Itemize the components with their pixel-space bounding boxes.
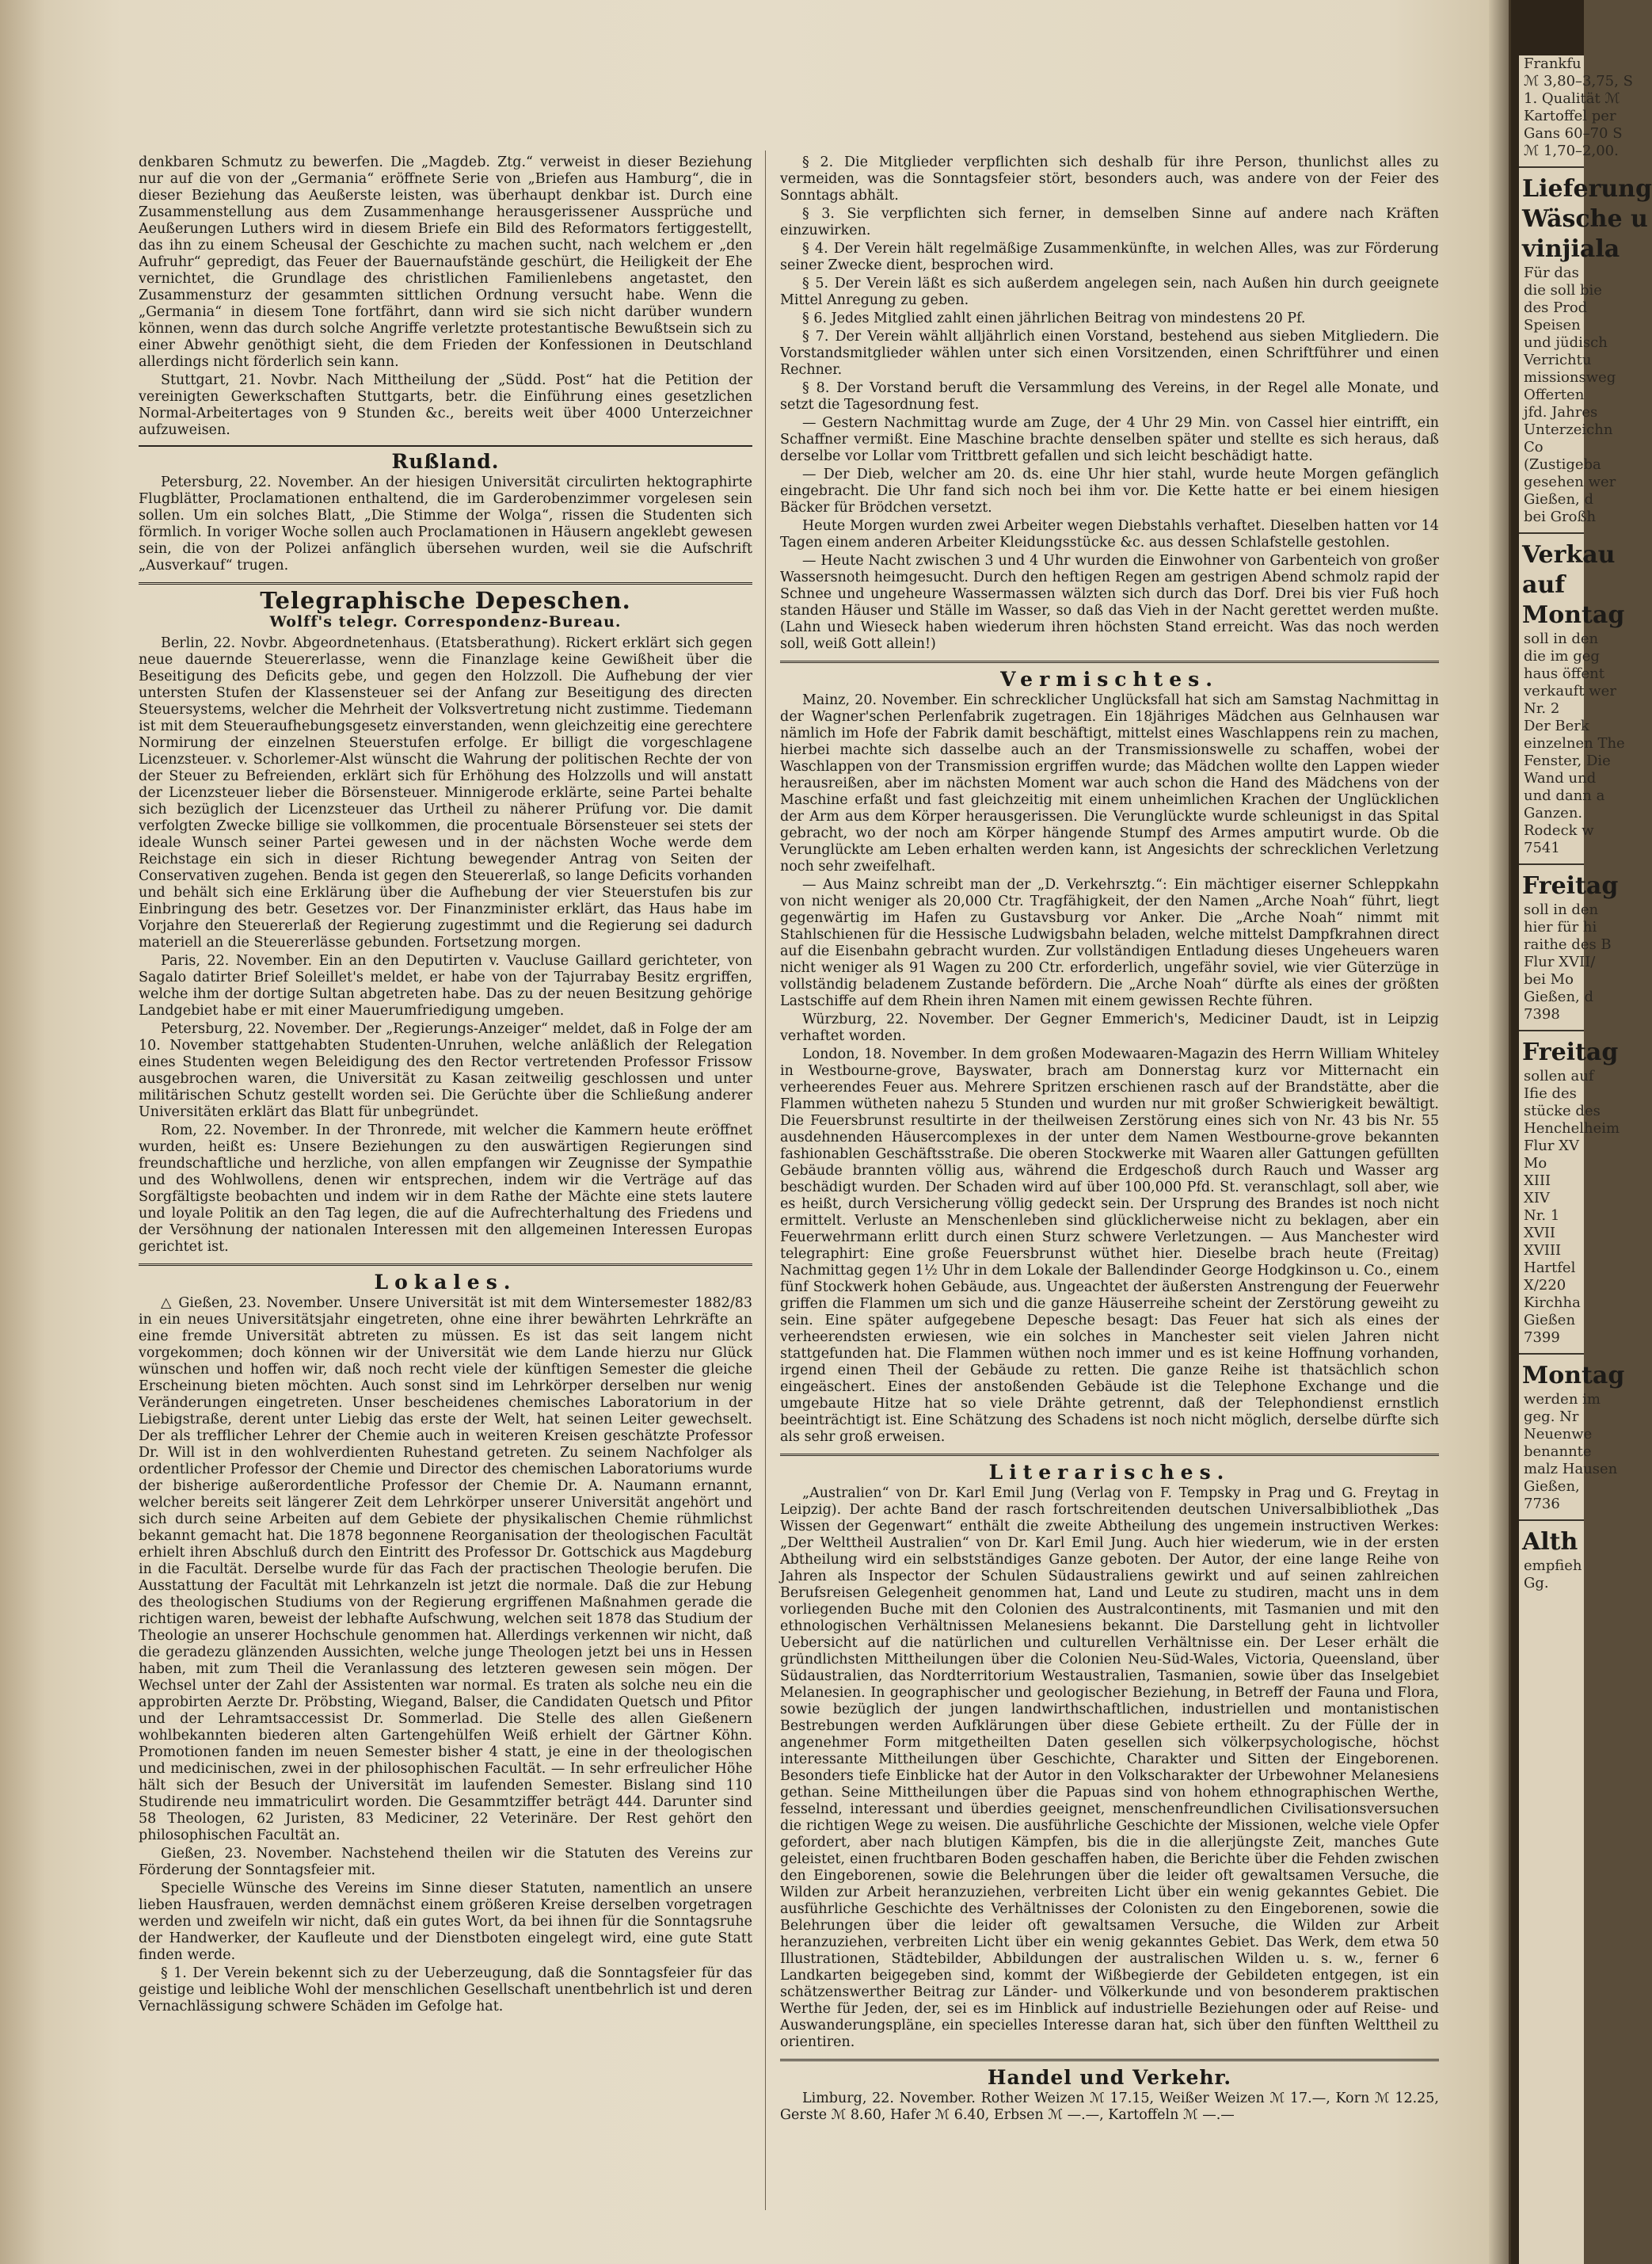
article-petersburg-flugblaetter: Petersburg, 22. November. An der hiesigen Universität circulirten hektographirte Flugblätter, Proclamationen enthaltend, die im Garderobenzimmer vorgelesen sein sollen. Um ein solches Blatt, „Die Stimme der Wolga“, rissen die Studenten sich förmlich. In voriger Woche sollen auch Proclamationen in Häusern angeklebt gewesen sein, die von der Polizei anfänglich übersehen wurden, weil sie die Aufschrift „Ausverkauf“ trugen.	[139, 475, 752, 574]
article-mainz-unglueck: Mainz, 20. November. Ein schrecklicher Unglücksfall hat sich am Samstag Nachmittag in der Wagner'schen Perlenfabrik zugetragen. Ein 18jähriges Mädchen aus Gelnhausen war nämlich im Hofe der Fabrik damit beschäftigt, mittelst eines Waschlappens rein zu machen, hierbei machte sich dasselbe auch an der Transmissionswelle zu schaffen, wobei der Waschlappen von der Transmission ergriffen wurde; das Mädchen wollte den Lappen wieder herausreißen, aber im nächsten Moment war auch schon die Hand des Mädchens von der Maschine erfaßt und fast gleichzeitig mit einem unheimlichen Krachen der Unglücklichen der Arm aus dem Körper herausgerissen. Die Verunglückte wurde schleunigst in das Spital gebracht, wo der noch am Körper hängende Stumpf des Armes amputirt wurde. Ob die Verunglückte am Leben erhalten werden kann, ist Angesichts der schrecklichen Verletzung noch sehr zweifelhaft.	[780, 692, 1439, 875]
section-heading-russland: Rußland.	[391, 450, 500, 473]
adjacent-page-line: Speisen	[1524, 317, 1581, 334]
market-report-limburg: Limburg, 22. November. Rother Weizen ℳ 17.15, Weißer Weizen ℳ 17.—, Korn ℳ 12.25, Gerste ℳ 8.60, Hafer ℳ 6.40, Erbsen ℳ —.—, Kartoffeln ℳ —.—	[780, 2091, 1439, 2123]
article-mainz-arche-noah: — Aus Mainz schreibt man der „D. Verkehrsztg.“: Ein mächtiger eiserner Schleppkahn von nicht weniger als 20,000 Ctr. Tragfähigkeit, der den Namen „Arche Noah“ führt, liegt gegenwärtig im Hafen zu Gustavsburg vor Anker. Die „Arche Noah“ nimmt mit Stahlschienen für die Hessische Ludwigsbahn beladen, welche mittelst Dampfkrahnen direct auf die Eisenbahn gebracht wurden. Zur vollständigen Entladung dieses Ungeheuers waren nicht weniger als 91 Wagen zu 200 Ctr. erforderlich, ungefähr soviel, wie vier Güterzüge in vollständig beladenem Zustande befördern. Die „Arche Noah“ dürfte als eines der größten Lastschiffe auf dem Rhein ihren Namen mit einem gewissen Rechte führen.	[780, 877, 1439, 1009]
adjacent-page-line: Wand und	[1524, 770, 1597, 787]
adjacent-page-line: und dann a	[1524, 787, 1605, 804]
adjacent-page-line: Frankfu	[1524, 55, 1582, 72]
adjacent-page-lines-2	[1519, 631, 1625, 857]
page-edge-shadow	[1489, 0, 1511, 2264]
local-news-garbenteich: — Heute Nacht zwischen 3 und 4 Uhr wurden die Einwohner von Garbenteich von großer Wassersnoth heimgesucht. Durch den heftigen Regen am gestrigen Abend schmolz rapid der Schnee und ungeheure Wassermassen wälzten sich durch das Dorf. Drei bis vier Fuß hoch standen Häuser und Ställe im Wasser, so daß das Vieh in der Nacht gerettet werden mußte. (Lahn und Wieseck haben wiederum ihren höchsten Stand erreicht. Was das noch werden soll, weiß Gott allein!)	[780, 553, 1439, 652]
article-giessen-sonntagsfeier-wuensche: Specielle Wünsche des Vereins im Sinne dieser Statuten, namentlich an unsere lieben Hausfrauen, werden demnächst einem größeren Kreise derselben vorgetragen werden und zweifeln wir nicht, daß ein gutes Wort, da bei ihnen für die Sonntagsruhe der Handwerker, der Kaufleute und der Dienstboten eingelegt wird, eine gute Statt finden werde.	[139, 1881, 752, 1963]
adjacent-page-fragment	[1519, 55, 1652, 2264]
adjacent-page-line: Gg.	[1524, 1575, 1549, 1591]
adjacent-page-line: Gießen, d	[1524, 989, 1594, 1005]
adjacent-page-line: Flur XVII/	[1524, 954, 1596, 970]
adjacent-page-heading-lieferung: Lieferung	[1522, 175, 1652, 203]
statute-paragraph-7: § 7. Der Verein wählt alljährlich einen Vorstand, bestehend aus sieben Mitgliedern. Die Vorstandsmitglieder wählen unter sich einen Vorsitzenden, einen Schriftführer und einen Rechner.	[780, 329, 1439, 378]
section-heading-literarisches: Literarisches.	[988, 1461, 1231, 1484]
article-london-feuer: London, 18. November. In dem großen Modewaaren-Magazin des Herrn William Whiteley in Westbourne-grove, Bayswater, brach am Donnerstag kurz vor Mitternacht ein verheerendes Feuer aus. Mehrere Spritzen erschienen rasch auf der Brandstätte, aber die Flammen wütheten nahezu 5 Stunden und wurden nur mit großer Schwierigkeit bewältigt. Die Feuersbrunst resultirte in der theilweisen Zerstörung eines sich von Nr. 43 bis Nr. 55 ausdehnenden Häusercomplexes in der unter dem Namen Westbourne-grove bekannten fashionablen Geschäftsstraße. Die oberen Stockwerke mit Waaren aller Gattungen gefüllten Gebäude brannten völlig aus, während die Erdgeschoß durch Rauch und Wasser arg beschädigt wurden. Der Schaden wird auf über 100,000 Pfd. St. veranschlagt, soll aber, wie es heißt, durch Versicherung völlig gedeckt sein. Der Ursprung des Brandes ist noch nicht ermittelt. Verluste an Menschenleben sind glücklicherweise nicht zu beklagen, aber ein Feuerwehrmann erlitt durch einen Sturz schwere Verletzungen. — Aus Manchester wird telegraphirt: Eine große Feuersbrunst wüthet hier. Dieselbe brach heute (Freitag) Nachmittag gegen 1½ Uhr in dem Lokale der Ballendinder George Hodgkinson u. Co., einem fünf Stockwerk hohen Gebäude, aus. Ungeachtet der äußersten Anstrengung der Feuerwehr griffen die Flammen um sich und die ganze Häuserreihe scheint der Zerstörung geweiht zu sein. Eine später aufgegebene Depesche besagt: Das Feuer hat sich als eines der verheerendsten erwiesen, wie ein solches in Manchester seit vielen Jahren nicht stattgefunden hat. Die Flammen wüthen noch immer und es ist keine Hoffnung vorhanden, irgend einen Theil der Gebäude zu retten. Die ganze Reihe ist thatsächlich schon eingeäschert. Eines der anstoßenden Gebäude ist die Telephone Exchange und die umgebaute Hitze hat so viele Drähte getrennt, daß der Telephondienst ernstlich beeinträchtigt ist. Eine Schätzung des Schadens ist noch nicht möglich, derselbe dürfte sich als sehr groß erweisen.	[780, 1046, 1439, 1445]
adjacent-page-line: Gießen	[1524, 1312, 1576, 1328]
adjacent-page-subheading-vinjiala: vinjiala	[1522, 235, 1620, 263]
adjacent-page-line: Nr. 2	[1524, 700, 1560, 717]
adjacent-page-line: Rodeck w	[1524, 822, 1594, 839]
dispatch-rom: Rom, 22. November. In der Thronrede, mit welcher die Kammern heute eröffnet wurden, heißt es: Unsere Beziehungen zu den auswärtigen Regierungen sind freundschaftliche und herzliche, von allen empfangen wir Zeugnisse der Sympathie und des Wohlwollens, denen wir entsprechen, indem wir die Verträge auf das Sorgfältigste beobachten und indem wir in dem Rathe der Mächte eine stets lautere und loyale Politik an den Tag legen, die auf die Aufrechterhaltung des Friedens und der Versöhnung der nationalen Interessen mit den allgemeinen Interessen Europas gerichtet ist.	[139, 1122, 752, 1255]
local-news-arbeiter: Heute Morgen wurden zwei Arbeiter wegen Diebstahls verhaftet. Dieselben hatten vor 14 Tagen einem anderen Arbeiter Kleidungsstücke &c. aus dessen Schlafstelle gestohlen.	[780, 518, 1439, 551]
adjacent-page-line: Ganzen.	[1524, 805, 1583, 821]
adjacent-page-line: Für das	[1524, 265, 1579, 281]
adjacent-page-line: Fenster, Die	[1524, 753, 1611, 769]
adjacent-page-line: 7399	[1524, 1329, 1560, 1346]
adjacent-page-line: und jüdisch	[1524, 334, 1608, 351]
adjacent-page-line: (Zustigeba	[1524, 456, 1601, 473]
adjacent-page-line: Der Berk	[1524, 718, 1589, 734]
adjacent-page-line: Flur XV	[1524, 1138, 1579, 1154]
adjacent-page-line: Henchelheim	[1524, 1120, 1620, 1137]
adjacent-page-line: hier für hi	[1524, 919, 1597, 936]
article-germania-luther: denkbaren Schmutz zu bewerfen. Die „Magdeb. Ztg.“ verweist in dieser Beziehung nur auf die von der „Germania“ eröffnete Serie von „Briefen aus Hamburg“, die in dieser Beziehung das Aeußerste leisten, was überhaupt denkbar ist. Durch eine Zusammenstellung aus dem Zusammenhange herausgerissener Aussprüche und Aeußerungen Luthers wird in diesem Briefe ein Bild des Reformators fertiggestellt, das ihn zu einem Scheusal der Geschichte zu machen sucht, nach welchem er „den Aufruhr“ gepredigt, das Feuer der Bauernaufstände geschürt, die Heiligkeit der Ehe vernichtet, die Grundlage des christlichen Familienlebens angetastet, den Zusammensturz der gesammten sittlichen Ordnung versucht habe. Wenn die „Germania“ in diesem Tone fortfährt, dann wird sie sich nicht darüber wundern können, wenn das durch solche Angriffe verletzte protestantische Bewußtsein sich zu einer Abwehr genöthigt sieht, die dem Frieden der Konfessionen in Deutschland allerdings nicht förderlich sein kann.	[139, 154, 752, 370]
adjacent-page-line: Kartoffel per	[1524, 108, 1616, 124]
adjacent-page-heading-montag-2: Montag	[1522, 1362, 1625, 1389]
statute-paragraph-4: § 4. Der Verein hält regelmäßige Zusammenkünfte, in welchen Alles, was zur Förderung seiner Zwecke dient, besprochen wird.	[780, 241, 1439, 273]
adjacent-page-line: benannte	[1524, 1443, 1592, 1460]
adjacent-page-line: sollen auf	[1524, 1068, 1594, 1084]
adjacent-page-line: raithe des B	[1524, 936, 1612, 953]
article-wuerzburg: Würzburg, 22. November. Der Gegner Emmerich's, Mediciner Daudt, ist in Leipzig verhaftet worden.	[780, 1012, 1439, 1044]
statute-paragraph-5: § 5. Der Verein läßt es sich außerdem angelegen sein, nach Außen hin durch geeignete Mittel Anregung zu geben.	[780, 276, 1439, 308]
adjacent-page-heading-verkauf: Verkau	[1522, 541, 1616, 569]
section-heading-lokales: Lokales.	[374, 1271, 517, 1294]
adjacent-page-subheading-auf: auf	[1522, 571, 1566, 599]
dispatch-berlin: Berlin, 22. Novbr. Abgeordnetenhaus. (Etatsberathung). Rickert erklärt sich gegen neue dauernde Steuererlasse, wenn die Finanzlage keine Gewißheit über die Beseitigung des Deficits gebe, und gegen den Holzzoll. Die Aufhebung der vier untersten Stufen der Klassensteuer sei der Anfang zur Beseitigung des directen Steuersystems, welcher die Mehrheit der Volksvertretung nicht zustimme. Tiedemann ist mit dem Steueraufhebungsgesetz einverstanden, wenn gleichzeitig eine gerechtere Normirung der einzelnen Steuerstufen erfolge. Er billigt die vorgeschlagene Licenzsteuer. v. Schorlemer-Alst wünscht die Wahrung der politischen Rechte der von der Steuer zu Befreienden, erklärt sich für Erhöhung des Holzzolls und will anstatt der Licenzsteuer lieber die Börsensteuer. Minnigerode erklärte, seine Partei behalte sich bezüglich der Licenzsteuer das Urtheil zu näherer Prüfung vor. Die damit verfolgten Zwecke billige sie vollkommen, die procentuale Börsensteuer sei stets der ideale Wunsch seiner Partei gewesen und in der nächsten Woche werde dem Reichstage ein sich in dieser Richtung bewegender Antrag von Seiten der Conservativen zugehen. Benda ist gegen den Steuererlaß, so lange Deficits vorhanden und behält sich eine Erklärung über die Aufhebung der vier Steuerstufen bis zur Einbringung des betr. Gesetzes vor. Der Finanzminister erklärt, das Haus habe im Vorjahre den Steuererlaß der Regierung zugestimmt und die Regierung sei dadurch materiell an die Steuererlässe gebunden. Fortsetzung morgen.	[139, 635, 752, 951]
article-giessen-universitaet: △ Gießen, 23. November. Unsere Universität ist mit dem Wintersemester 1882/83 in ein neues Universitätsjahr eingetreten, ohne eine ihrer bewährten Lehrkräfte an eine fremde Universität abtreten zu müssen. Es ist das seit langem nicht vorgekommen; doch können wir der Universität wie dem Lande hierzu nur Glück wünschen und hoffen wir, daß noch recht viele der künftigen Semester die gleiche Erscheinung bieten möchten. Auch sonst sind im Lehrkörper derselben nur wenig Veränderungen eingetreten. Unser bescheidenes chemisches Laboratorium in der Liebigstraße, derent unter Liebig das erste der Welt, hat seinen Leiter gewechselt. Der als trefflicher Lehrer der Chemie auch in weiteren Kreisen geschätzte Professor Dr. Will ist in den wohlverdienten Ruhestand getreten. Zu seinem Nachfolger als ordentlicher Professor der Chemie und Director des chemischen Laboratoriums wurde der bisherige außerordentliche Professor der Chemie Dr. A. Naumann ernannt, welcher bereits seit längerer Zeit dem Lehrkörper unserer Universität angehört und sich durch seine Arbeiten auf dem Gebiete der physikalischen Chemie rühmlichst bekannt gemacht hat. Die 1878 begonnene Reorganisation der theologischen Facultät erhielt ihren Abschluß durch den Eintritt des Professor Dr. Gottschick aus Magdeburg in die Facultät. Derselbe wurde für das Fach der practischen Theologie berufen. Die Ausstattung der Facultät mit Lehrkanzeln ist jetzt die normale. Daß die zur Hebung des theologischen Studiums von der Regierung ergriffenen Maßnahmen gerade die richtigen waren, beweist der lebhafte Aufschwung, welchen seit 1878 das Studium der Theologie an unserer Hochschule genommen hat. Allerdings verkennen wir nicht, daß die geradezu glänzenden Aussichten, welche junge Theologen jetzt bei uns in Hessen haben, mit zum Theil die Veranlassung des letzteren gewesen sein mögen. Der Wechsel unter der Zahl der Assistenten war normal. Es traten als solche neu ein die approbirten Aerzte Dr. Pröbsting, Wiegand, Balser, die Candidaten Quetsch und Pfitor und der Lehramtsaccessist Dr. Sommerlad. Die Stelle des allen Gießenern wohlbekannten biederen alten Gartengehülfen Weiß erhielt der Gärtner Köhn. Promotionen fanden im neuen Semester bisher 4 statt, je eine in der theologischen und medicinischen, zwei in der philosophischen Facultät. — In sehr erfreulicher Höhe hält sich der Besuch der Universität im laufenden Semester. Bislang sind 110 Studirende neu immatriculirt worden. Die Gesammtziffer beträgt 444. Darunter sind 58 Theologen, 62 Juristen, 83 Mediciner, 22 Veterinäre. Der Rest gehört den philosophischen Facultät an.	[139, 1295, 752, 1843]
adjacent-page-line: soll in den	[1524, 631, 1599, 647]
statute-paragraph-2: § 2. Die Mitglieder verpflichten sich deshalb für ihre Person, thunlichst alles zu vermeiden, was die Sonntagsfeier stört, besonders auch, was andere von der Feier des Sonntags abhält.	[780, 154, 1439, 204]
dispatch-petersburg: Petersburg, 22. November. Der „Regierungs-Anzeiger“ meldet, daß in Folge der am 10. November stattgehabten Studenten-Unruhen, welche anläßlich der Relegation eines Studenten wegen Beleidigung des den Rector vertretenden Professor Frissow ausgebrochen waren, die Universität zu Kasan zeitweilig geschlossen und unter militärischen Schutz gestellt worden sei. Die Gerüchte über die Schließung anderer Universitäten erklärt das Blatt für unbegründet.	[139, 1021, 752, 1120]
adjacent-page-heading-montag: Montag	[1522, 601, 1625, 629]
adjacent-page-line: ℳ 1,70–2,00.	[1524, 143, 1619, 159]
local-news-schaffner: — Gestern Nachmittag wurde am Zuge, der 4 Uhr 29 Min. von Cassel hier eintrifft, ein Schaffner vermißt. Eine Maschine brachte denselben später und stellte es sich heraus, daß derselbe vor Lollar vom Trittbrett gefallen und sich leicht beschädigt hatte.	[780, 415, 1439, 464]
adjacent-page-line: Unterzeichn	[1524, 421, 1613, 438]
adjacent-page-line: Gießen, d	[1524, 491, 1594, 508]
right-column	[780, 154, 1439, 2125]
section-heading-vermischtes: Vermischtes.	[1000, 668, 1219, 691]
adjacent-page-line: XIV	[1524, 1190, 1550, 1206]
adjacent-page-lines-3	[1519, 901, 1612, 1023]
left-column	[139, 154, 752, 2017]
adjacent-page-line: Kirchha	[1524, 1294, 1581, 1311]
statute-paragraph-8: § 8. Der Vorstand beruft die Versammlung des Vereins, in der Regel alle Monate, und setzt die Tagesordnung fest.	[780, 380, 1439, 413]
section-subheading-wolff-bureau: Wolff's telegr. Correspondenz-Bureau.	[269, 613, 622, 631]
adjacent-page-lines-4	[1519, 1068, 1620, 1347]
adjacent-page-line: geg. Nr	[1524, 1408, 1579, 1425]
adjacent-page-line: missionsweg	[1524, 369, 1616, 386]
adjacent-page-line: Verrichtu	[1524, 352, 1592, 368]
adjacent-page-line: des Prod	[1524, 299, 1588, 316]
adjacent-page-line: Ifie des	[1524, 1085, 1577, 1102]
adjacent-page-line: X/220	[1524, 1277, 1566, 1294]
adjacent-page-line: Hartfel	[1524, 1260, 1576, 1276]
adjacent-page-line: malz Hausen	[1524, 1461, 1618, 1477]
adjacent-page-line: 7398	[1524, 1006, 1560, 1023]
adjacent-page-subheading-waesche: Wäsche u	[1522, 205, 1648, 233]
adjacent-page-line: ℳ 3,80–3,75, S	[1524, 73, 1633, 90]
adjacent-page-line: werden im	[1524, 1391, 1601, 1408]
statute-paragraph-6: § 6. Jedes Mitglied zahlt einen jährlichen Beitrag von mindestens 20 Pf.	[802, 311, 1306, 326]
adjacent-page-line: Gießen,	[1524, 1478, 1580, 1495]
article-stuttgart: Stuttgart, 21. Novbr. Nach Mittheilung der „Südd. Post“ hat die Petition der vereinigten Gewerkschaften Stuttgarts, betr. die Einführung eines gesetzlichen Normal-Arbeitertages von 9 Stunden &c., bereits weit über 4000 Unterzeichner aufzuweisen.	[139, 372, 752, 438]
adjacent-page-line: 1. Qualität ℳ	[1524, 90, 1620, 107]
section-heading-telegraphische-depeschen: Telegraphische Depeschen.	[260, 587, 631, 614]
adjacent-page-line: Mo	[1524, 1155, 1547, 1172]
adjacent-page-line: verkauft wer	[1524, 683, 1616, 699]
statute-paragraph-1: § 1. Der Verein bekennt sich zu der Ueberzeugung, daß die Sonntagsfeier für das geistige und leibliche Wohl der menschlichen Gesellschaft unentbehrlich ist und deren Vernachlässigung schwere Schäden im Gefolge hat.	[139, 1965, 752, 2014]
adjacent-page-line: Gans 60–70 S	[1524, 125, 1623, 142]
article-giessen-sonntagsfeier-intro: Gießen, 23. November. Nachstehend theilen wir die Statuten des Vereins zur Förderung der Sonntagsfeier mit.	[139, 1846, 752, 1878]
adjacent-page-heading-alth: Alth	[1522, 1528, 1578, 1556]
adjacent-page-line: bei Großh	[1524, 509, 1597, 525]
dispatch-paris: Paris, 22. November. Ein an den Deputirten v. Vaucluse Gaillard gerichteter, von Sagalo datirter Brief Soleillet's meldet, er habe von der Tajurrabay Besitz ergriffen, welche ihm der dortige Sultan abgetreten habe. Das zu der neuen Besitzung gehörige Landgebiet habe er mit einer Mauerumfriedigung umgeben.	[139, 953, 752, 1019]
local-news-dieb: — Der Dieb, welcher am 20. ds. eine Uhr hier stahl, wurde heute Morgen gefänglich eingebracht. Die Uhr fand sich noch bei ihm vor. Die Kette hatte er bei einem hiesigen Bäcker für Brödchen versetzt.	[780, 467, 1439, 516]
adjacent-page-line: haus öffent	[1524, 665, 1604, 682]
adjacent-page-line: die soll bie	[1524, 282, 1602, 299]
adjacent-page-line: stücke des	[1524, 1103, 1601, 1119]
adjacent-page-line: 7736	[1524, 1496, 1560, 1512]
adjacent-page-line: bei Mo	[1524, 971, 1574, 988]
adjacent-page-line: Neuenwe	[1524, 1426, 1593, 1443]
adjacent-page-lines-5	[1519, 1391, 1618, 1513]
adjacent-page-heading-freitag-1: Freitag	[1522, 872, 1619, 900]
adjacent-page-line: gesehen wer	[1524, 474, 1616, 490]
adjacent-page-line: einzelnen The	[1524, 735, 1625, 752]
adjacent-page-line: jfd. Jahres	[1524, 404, 1598, 421]
adjacent-page-line: XVIII	[1524, 1242, 1562, 1259]
adjacent-page-line: 7541	[1524, 840, 1560, 856]
adjacent-page-line: XVII	[1524, 1225, 1556, 1241]
adjacent-page-line: die im geg	[1524, 648, 1600, 665]
adjacent-page-market-lines	[1519, 55, 1633, 160]
column-divider	[765, 151, 766, 2210]
adjacent-page-lines-bottom	[1519, 1557, 1584, 1592]
adjacent-page-line: empfieh	[1524, 1557, 1582, 1574]
article-australien-review: „Australien“ von Dr. Karl Emil Jung (Verlag von F. Tempsky in Prag und G. Freytag in Leipzig). Der achte Band der rasch fortschreitenden deutschen Universalbibliothek „Das Wissen der Gegenwart“ enthält die zweite Abtheilung des ungemein instructiven Werkes: „Der Welttheil Australien“ von Dr. Karl Emil Jung. Auch hier wiederum, wie in der ersten Abtheilung wird ein selbstständiges Ganze geboten. Der Autor, der eine lange Reihe von Jahren als Inspector der Schulen Südaustraliens gewirkt und auf seinen zahlreichen Berufsreisen Gelegenheit genommen hat, Land und Leute zu studiren, macht uns in dem vorliegenden Buche mit den Colonien des Australcontinents, mit Tasmanien und mit den ethnologischen Verhältnissen Melanesiens bekannt. Die Darstellung geht in lichtvoller Uebersicht auf die natürlichen und culturellen Verhältnisse ein. Der Leser erhält die gründlichsten Mittheilungen über die Colonien Neu-Süd-Wales, Victoria, Queensland, über Südaustralien, das Nordterritorium Westaustralien, Tasmanien, sowie über das Inselgebiet Melanesien. In geographischer und geologischer Beziehung, in Betreff der Fauna und Flora, sowie bezüglich der jungen landwirthschaftlichen, industriellen und montanistischen Bestrebungen werden Aufklärungen über diese Gebiete ertheilt. Zu der Fülle der in angenehmer Form mitgetheilten Daten gesellen sich völkerpsychologische, höchst interessante Mittheilungen über Geschichte, Charakter und Sitten der Eingeborenen. Besonders tiefe Einblicke hat der Autor in den Volkscharakter der Urbewohner Melanesiens gethan. Seine Mittheilungen über die Papuas sind von hohem ethnographischen Werthe, fesselnd, interessant und überdies geeignet, menschenfreundlichen Civilisationsversuchen die richtigen Wege zu weisen. Die ausführliche Geschichte der Missionen, welche viele Opfer gefordert, aber nach blutigen Kämpfen, bis die in die allerjüngste Zeit, manches Gute geleistet, einen fruchtbaren Boden geschaffen haben, die Berichte über die Fehden zwischen den Eingeborenen, sowie die Belehrungen über die leider oft gewaltsamen Versuche, die Wilden zur Arbeit heranzuziehen, verbreiten Licht über ein wenig gekanntes Gebiet. Die ausführliche Geschichte des Verhältnisses der Colonisten zu den Eingeborenen, sowie die Belehrungen über die leider oft gewaltsamen Versuche, die Wilden zur Arbeit heranzuziehen, verbreiten Licht über ein wenig gekanntes Gebiet. Das Werk, dem etwa 50 Illustrationen, Städtebilder, Abbildungen der australischen Wilden u. s. w., ferner 6 Landkarten beigegeben sind, kommt der Wißbegierde der Gebildeten entgegen, ist ein schätzenswerther Beitrag zur Länder- und Völkerkunde und von besonderem praktischen Werthe für Jeden, der, sei es im Hinblick auf industrielle Beziehungen oder auf Reise- und Auswanderungspläne, ein specielles Interesse daran hat, sich über den fünften Welttheil zu orientiren.	[780, 1485, 1439, 2050]
adjacent-page-line: Co	[1524, 439, 1544, 455]
adjacent-page-line: Offerten	[1524, 387, 1585, 403]
adjacent-page-heading-freitag-2: Freitag	[1522, 1039, 1619, 1066]
adjacent-page-lines-1	[1519, 265, 1616, 526]
adjacent-page-line: XIII	[1524, 1172, 1551, 1189]
adjacent-page-line: Nr. 1	[1524, 1207, 1560, 1224]
adjacent-page-line: soll in den	[1524, 901, 1599, 918]
statute-paragraph-3: § 3. Sie verpflichten sich ferner, in demselben Sinne auf andere nach Kräften einzuwirken.	[780, 206, 1439, 238]
section-heading-handel-verkehr: Handel und Verkehr.	[987, 2066, 1232, 2089]
